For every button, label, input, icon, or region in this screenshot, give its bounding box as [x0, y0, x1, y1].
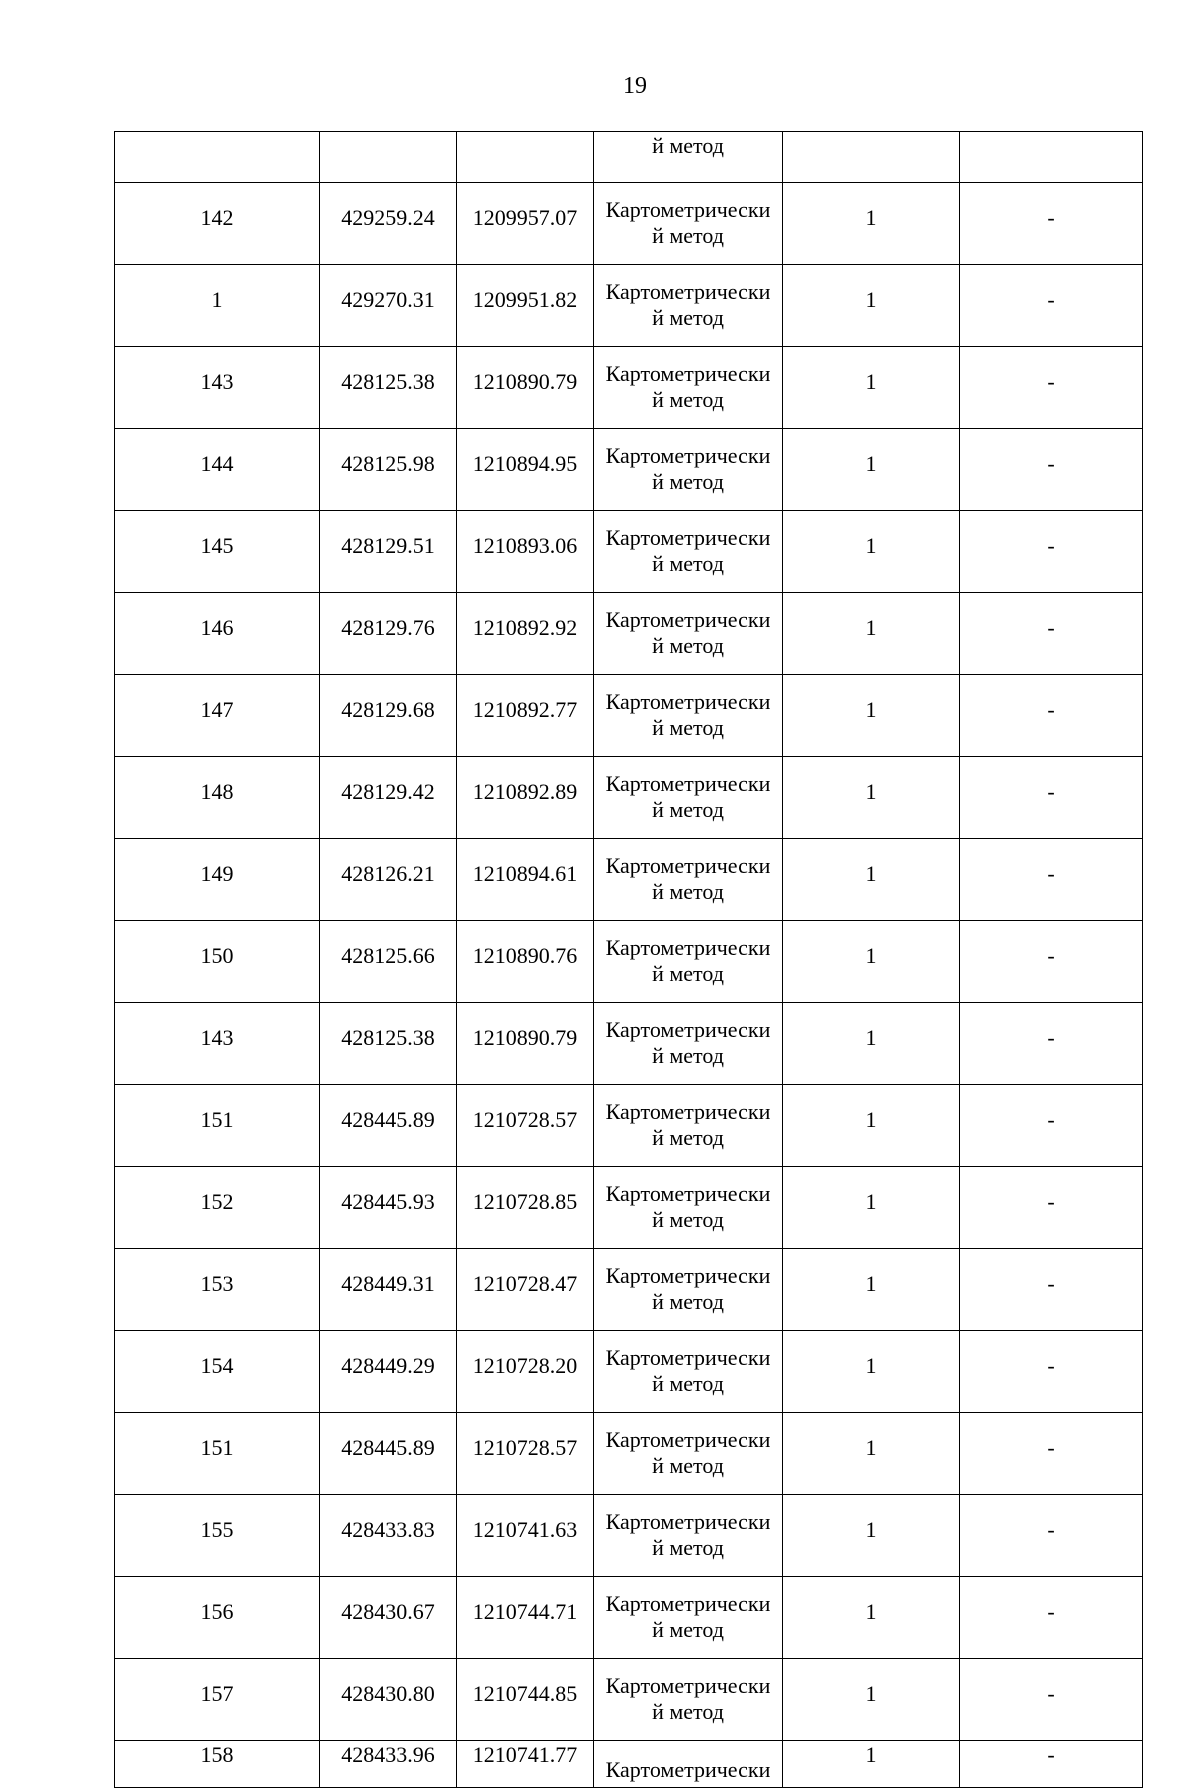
cell-method: Картометрически: [594, 1741, 783, 1788]
cell-y: 1210892.89: [457, 757, 594, 839]
cell-point: 153: [115, 1249, 320, 1331]
method-line: й метод: [652, 878, 724, 904]
method-line: Картометрически: [605, 1426, 771, 1452]
cell-y: 1210890.79: [457, 347, 594, 429]
cell-y: 1210890.79: [457, 1003, 594, 1085]
table-row: [115, 1659, 1143, 1741]
cell-y: 1210892.77: [457, 675, 594, 757]
cell-accuracy: 1: [783, 347, 960, 429]
cell-method: [594, 511, 783, 593]
cell-y: 1210728.85: [457, 1167, 594, 1249]
cell-point: 143: [115, 1003, 320, 1085]
cell-y: 1210890.76: [457, 921, 594, 1003]
cell-x: 428445.93: [320, 1167, 457, 1249]
method-line: й метод: [652, 468, 724, 494]
cell-note: -: [960, 1413, 1143, 1495]
cell-point: 145: [115, 511, 320, 593]
table-row: [115, 265, 1143, 347]
cell-note: -: [960, 1495, 1143, 1577]
cell-accuracy: 1: [783, 265, 960, 347]
cell-method: [594, 429, 783, 511]
cell-point: 157: [115, 1659, 320, 1741]
cell-note: -: [960, 593, 1143, 675]
cell-x: 428125.38: [320, 1003, 457, 1085]
method-line: Картометрически: [605, 606, 771, 632]
cell-x: 429270.31: [320, 265, 457, 347]
table-row: [115, 1003, 1143, 1085]
cell-y: 1209957.07: [457, 183, 594, 265]
cell-point: 156: [115, 1577, 320, 1659]
method-line: й метод: [652, 1206, 724, 1232]
cell-x: 428445.89: [320, 1413, 457, 1495]
method-line: й метод: [652, 304, 724, 330]
method-line: й метод: [652, 632, 724, 658]
cell-point: 142: [115, 183, 320, 265]
cell-x: 428125.98: [320, 429, 457, 511]
cell-method: [594, 1413, 783, 1495]
method-line: Картометрически: [605, 1344, 771, 1370]
cell-y: [457, 132, 594, 183]
cell-accuracy: 1: [783, 183, 960, 265]
cell-note: -: [960, 1085, 1143, 1167]
cell-accuracy: 1: [783, 921, 960, 1003]
method-line: Картометрически: [605, 1016, 771, 1042]
table-row: [115, 183, 1143, 265]
cell-x: 428125.38: [320, 347, 457, 429]
cell-point: 146: [115, 593, 320, 675]
cell-x: 428433.96: [320, 1741, 457, 1788]
table-row: [115, 347, 1143, 429]
cell-method: [594, 921, 783, 1003]
cell-accuracy: 1: [783, 1659, 960, 1741]
cell-note: -: [960, 1577, 1143, 1659]
cell-x: 428129.76: [320, 593, 457, 675]
cell-accuracy: 1: [783, 1495, 960, 1577]
table-row: [115, 511, 1143, 593]
cell-accuracy: 1: [783, 1331, 960, 1413]
cell-note: -: [960, 1003, 1143, 1085]
cell-method: [594, 265, 783, 347]
method-line: й метод: [652, 960, 724, 986]
cell-y: 1210744.85: [457, 1659, 594, 1741]
cell-x: 428445.89: [320, 1085, 457, 1167]
cell-method: [594, 1085, 783, 1167]
table-row: [115, 1167, 1143, 1249]
table-row: [115, 1577, 1143, 1659]
table-row-continuation: [115, 132, 1143, 183]
cell-y: 1210741.77: [457, 1741, 594, 1788]
cell-note: -: [960, 1741, 1143, 1788]
cell-method: [594, 1577, 783, 1659]
method-line: Картометрически: [605, 196, 771, 222]
method-line: Картометрически: [605, 1508, 771, 1534]
method-line: Картометрически: [605, 1590, 771, 1616]
cell-x: 428129.42: [320, 757, 457, 839]
method-line: Картометрически: [605, 360, 771, 386]
table-row: [115, 675, 1143, 757]
cell-y: 1210894.61: [457, 839, 594, 921]
method-line: Картометрически: [605, 1672, 771, 1698]
cell-note: -: [960, 1659, 1143, 1741]
table-row-last: [115, 1741, 1143, 1788]
table-row: [115, 757, 1143, 839]
cell-note: -: [960, 757, 1143, 839]
cell-method: [594, 593, 783, 675]
cell-x: 429259.24: [320, 183, 457, 265]
cell-point: 152: [115, 1167, 320, 1249]
cell-x: 428433.83: [320, 1495, 457, 1577]
cell-point: 150: [115, 921, 320, 1003]
cell-note: -: [960, 1167, 1143, 1249]
cell-method: [594, 1331, 783, 1413]
cell-note: -: [960, 839, 1143, 921]
cell-point: 158: [115, 1741, 320, 1788]
method-line: Картометрически: [605, 852, 771, 878]
cell-y: 1210744.71: [457, 1577, 594, 1659]
cell-point: 144: [115, 429, 320, 511]
coordinates-table: [114, 131, 1143, 1788]
table-row: [115, 1085, 1143, 1167]
method-line: й метод: [652, 1370, 724, 1396]
cell-point: 147: [115, 675, 320, 757]
cell-accuracy: 1: [783, 1167, 960, 1249]
cell-y: 1210728.20: [457, 1331, 594, 1413]
cell-note: -: [960, 1331, 1143, 1413]
cell-method: [594, 839, 783, 921]
cell-accuracy: 1: [783, 1413, 960, 1495]
cell-point: [115, 132, 320, 183]
method-line: Картометрически: [605, 1262, 771, 1288]
cell-accuracy: 1: [783, 1741, 960, 1788]
method-line: й метод: [652, 386, 724, 412]
cell-y: 1209951.82: [457, 265, 594, 347]
cell-note: -: [960, 347, 1143, 429]
cell-point: 149: [115, 839, 320, 921]
cell-point: 148: [115, 757, 320, 839]
cell-accuracy: 1: [783, 675, 960, 757]
cell-note: -: [960, 921, 1143, 1003]
cell-x: 428430.80: [320, 1659, 457, 1741]
cell-note: -: [960, 183, 1143, 265]
cell-y: 1210894.95: [457, 429, 594, 511]
cell-y: 1210893.06: [457, 511, 594, 593]
cell-point: 143: [115, 347, 320, 429]
cell-point: 151: [115, 1413, 320, 1495]
method-line: Картометрически: [605, 278, 771, 304]
cell-note: -: [960, 511, 1143, 593]
method-line: й метод: [652, 1452, 724, 1478]
cell-note: -: [960, 265, 1143, 347]
cell-note: -: [960, 1249, 1143, 1331]
method-line: й метод: [652, 1124, 724, 1150]
method-line: й метод: [652, 550, 724, 576]
cell-accuracy: [783, 132, 960, 183]
cell-x: 428125.66: [320, 921, 457, 1003]
table-row: [115, 921, 1143, 1003]
cell-point: 154: [115, 1331, 320, 1413]
cell-x: 428449.29: [320, 1331, 457, 1413]
cell-method: й метод: [594, 132, 783, 183]
cell-note: -: [960, 429, 1143, 511]
cell-x: [320, 132, 457, 183]
cell-x: 428126.21: [320, 839, 457, 921]
table-row: [115, 429, 1143, 511]
cell-method: [594, 1659, 783, 1741]
cell-x: 428430.67: [320, 1577, 457, 1659]
cell-y: 1210728.47: [457, 1249, 594, 1331]
table-row: [115, 1249, 1143, 1331]
method-line: й метод: [652, 1698, 724, 1724]
cell-accuracy: 1: [783, 511, 960, 593]
cell-method: [594, 675, 783, 757]
method-line: й метод: [652, 1616, 724, 1642]
cell-y: 1210728.57: [457, 1413, 594, 1495]
cell-accuracy: 1: [783, 757, 960, 839]
cell-point: 155: [115, 1495, 320, 1577]
cell-method: [594, 1167, 783, 1249]
cell-y: 1210741.63: [457, 1495, 594, 1577]
table-row: [115, 1495, 1143, 1577]
method-line: Картометрически: [605, 688, 771, 714]
cell-method: [594, 1003, 783, 1085]
method-line: Картометрически: [605, 442, 771, 468]
table-row: [115, 1331, 1143, 1413]
cell-method: [594, 1249, 783, 1331]
cell-accuracy: 1: [783, 839, 960, 921]
cell-note: -: [960, 675, 1143, 757]
cell-accuracy: 1: [783, 429, 960, 511]
table-row: [115, 1413, 1143, 1495]
page-number: 19: [623, 73, 647, 99]
cell-method: [594, 757, 783, 839]
cell-point: 1: [115, 265, 320, 347]
method-line: й метод: [652, 222, 724, 248]
method-line: Картометрически: [605, 934, 771, 960]
cell-x: 428129.51: [320, 511, 457, 593]
cell-method: [594, 347, 783, 429]
method-line: й метод: [652, 1534, 724, 1560]
method-line: Картометрически: [605, 1098, 771, 1124]
cell-accuracy: 1: [783, 593, 960, 675]
table-row: [115, 593, 1143, 675]
table-row: [115, 839, 1143, 921]
cell-accuracy: 1: [783, 1085, 960, 1167]
cell-accuracy: 1: [783, 1003, 960, 1085]
method-line: й метод: [652, 714, 724, 740]
method-line: Картометрически: [605, 770, 771, 796]
method-line: Картометрически: [605, 524, 771, 550]
cell-y: 1210892.92: [457, 593, 594, 675]
cell-method: [594, 1495, 783, 1577]
cell-accuracy: 1: [783, 1249, 960, 1331]
cell-note: [960, 132, 1143, 183]
cell-accuracy: 1: [783, 1577, 960, 1659]
method-line: Картометрически: [605, 1180, 771, 1206]
cell-method: [594, 183, 783, 265]
cell-x: 428449.31: [320, 1249, 457, 1331]
method-line: й метод: [652, 1288, 724, 1314]
cell-x: 428129.68: [320, 675, 457, 757]
cell-point: 151: [115, 1085, 320, 1167]
method-line: й метод: [652, 796, 724, 822]
method-line: й метод: [652, 1042, 724, 1068]
cell-y: 1210728.57: [457, 1085, 594, 1167]
